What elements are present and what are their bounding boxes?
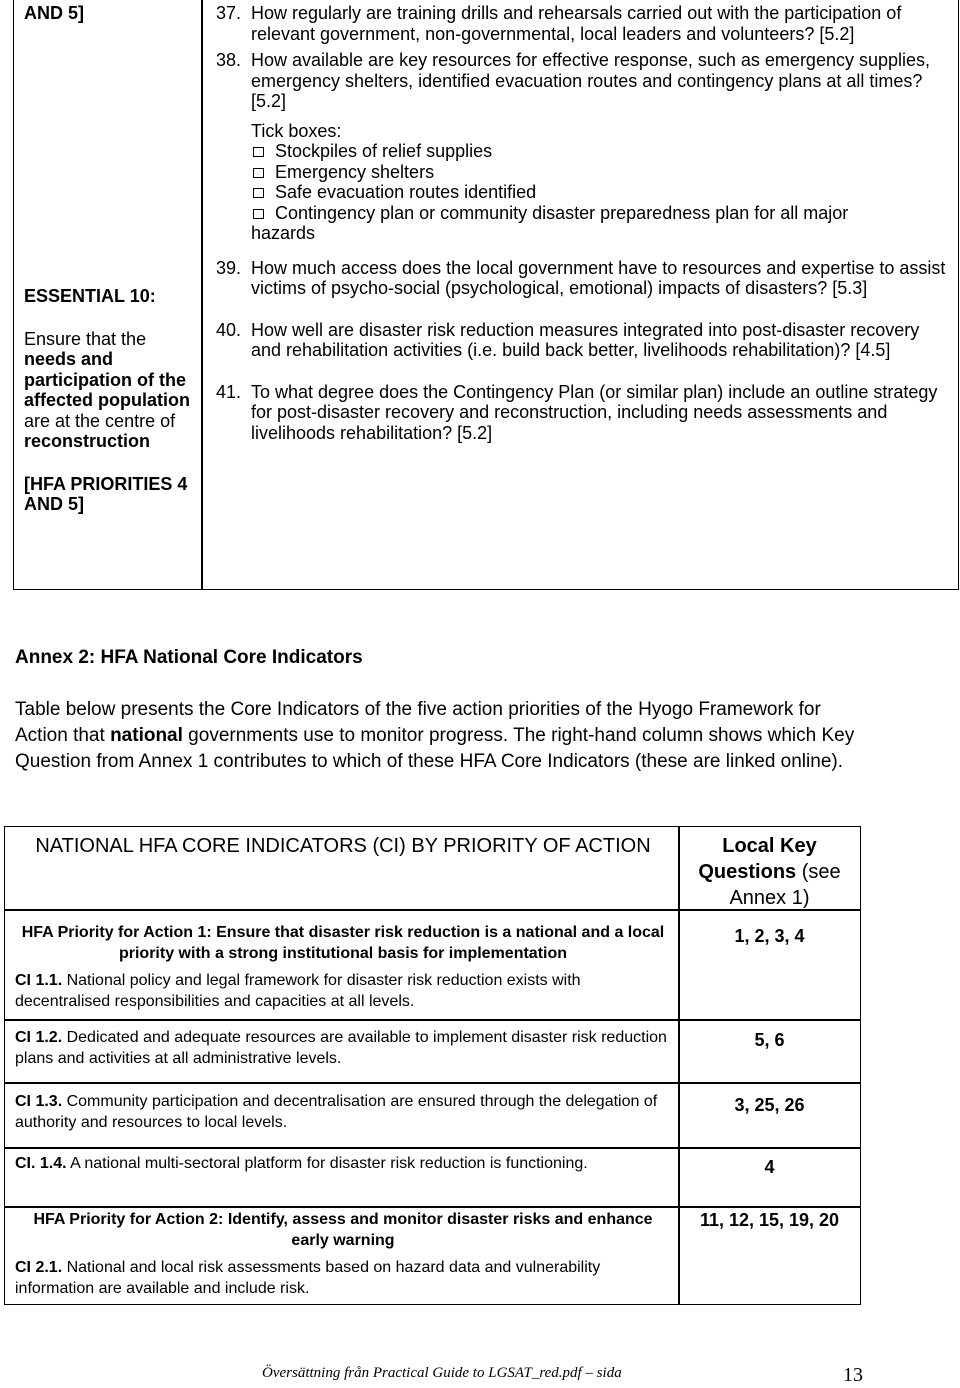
core-indicators-table (4, 826, 861, 1305)
priority-2-title: HFA Priority for Action 2: Identify, assess and monitor disaster risks and enhance early warning (33, 1211, 653, 1249)
essential-description: Ensure that the needs and participation of the affected population are at the centre of reconstruction (24, 328, 190, 451)
checkbox-icon[interactable] (253, 147, 264, 157)
key-questions-5[interactable]: 11, 12, 15, 19, 20 (699, 1210, 840, 1230)
row-divider (5, 1019, 860, 1021)
previous-essential-fragment: AND 5] (24, 3, 85, 23)
tick-item-stockpiles[interactable]: Stockpiles of relief supplies (251, 141, 951, 162)
checkbox-icon[interactable] (253, 209, 264, 219)
key-questions-3[interactable]: 3, 25, 26 (734, 1095, 805, 1115)
key-questions-4[interactable]: 4 (764, 1157, 775, 1177)
key-questions-2[interactable]: 5, 6 (754, 1030, 785, 1050)
tick-item-evacuation[interactable]: Safe evacuation routes identified (251, 182, 951, 203)
tick-item-shelters[interactable]: Emergency shelters (251, 162, 951, 183)
ci-2-1: CI 2.1. National and local risk assessments based on hazard data and vulnerability information are available and include risk. (15, 1259, 601, 1297)
essentials-table (13, 0, 959, 590)
essential-10-block (24, 286, 196, 515)
essential-title: ESSENTIAL 10: (24, 286, 156, 306)
checkbox-icon[interactable] (253, 168, 264, 178)
question-39: 39. How much access does the local government have to resources and expertise to assist victims of psycho-social (psychological, emotional) impacts of disasters? [5.3] (216, 257, 946, 298)
tick-label: Tick boxes: (251, 120, 342, 141)
question-40: 40. How well are disaster risk reduction measures integrated into post-disaster recovery and rehabilitation activities (i.e. build back better, livelihoods rehabilitation)? [4.5] (216, 319, 920, 360)
ci-1-4: CI. 1.4. A national multi-sectoral platform for disaster risk reduction is functioning. (15, 1155, 588, 1172)
question-37: 37. How regularly are training drills and rehearsals carried out with the participation of relevant government, non-governmental, local leaders and volunteers? [5.2] (216, 3, 902, 44)
checkbox-icon[interactable] (253, 188, 264, 198)
priority-1-title: HFA Priority for Action 1: Ensure that disaster risk reduction is a national and a local priority with a strong institutional basis for implementation (21, 924, 665, 962)
page-footer: Översättning från Practical Guide to LGSAT_red.pdf – sida (262, 1365, 622, 1381)
page-number: 13 (843, 1364, 863, 1386)
key-questions-1[interactable]: 1, 2, 3, 4 (734, 926, 805, 946)
question-41: 41. To what degree does the Contingency Plan (or similar plan) include an outline strategy for post-disaster recovery and reconstruction, including needs assessments and livelihoods rehabilitation? [5.2] (216, 381, 938, 443)
hfa-priorities-ref: [HFA PRIORITIES 4 AND 5] (24, 473, 188, 514)
questions-column (216, 3, 951, 443)
column-divider (201, 0, 203, 589)
annex-description: Table below presents the Core Indicators of the five action priorities of the Hyogo Framework for Action that national governments use to monitor progress. The right-hand column shows which Key Question from Annex 1 contributes to which of these HFA Core Indicators (these are linked online). (15, 699, 855, 772)
annex-title: Annex 2: HFA National Core Indicators (15, 647, 363, 668)
tick-boxes (216, 121, 951, 244)
priority-1-row (15, 922, 671, 1012)
question-38: 38. How available are key resources for effective response, such as emergency supplies, emergency shelters, identified evacuation routes and contingency plans at all times? [5.2] (216, 50, 931, 111)
tick-item-contingency[interactable]: Contingency plan or community disaster preparedness plan for all major hazards (251, 202, 849, 243)
row-divider (5, 1206, 860, 1208)
row-divider (5, 1082, 860, 1084)
ci-1-1: CI 1.1. National policy and legal framework for disaster risk reduction exists with decentralised responsibilities and capacities at all levels. (15, 972, 581, 1010)
column-divider (678, 827, 680, 1304)
ci-1-3: CI 1.3. Community participation and decentralisation are ensured through the delegation of authority and resources to local levels. (15, 1093, 658, 1131)
row-divider (5, 1147, 860, 1149)
priority-2-row (15, 1209, 671, 1299)
ci-1-2: CI 1.2. Dedicated and adequate resources are available to implement disaster risk reduction plans and activities at all administrative levels. (15, 1029, 667, 1067)
table-header-key-questions: Local Key Questions (see Annex 1) (698, 835, 841, 909)
table-header-indicators: NATIONAL HFA CORE INDICATORS (CI) BY PRIORITY OF ACTION (35, 835, 651, 857)
